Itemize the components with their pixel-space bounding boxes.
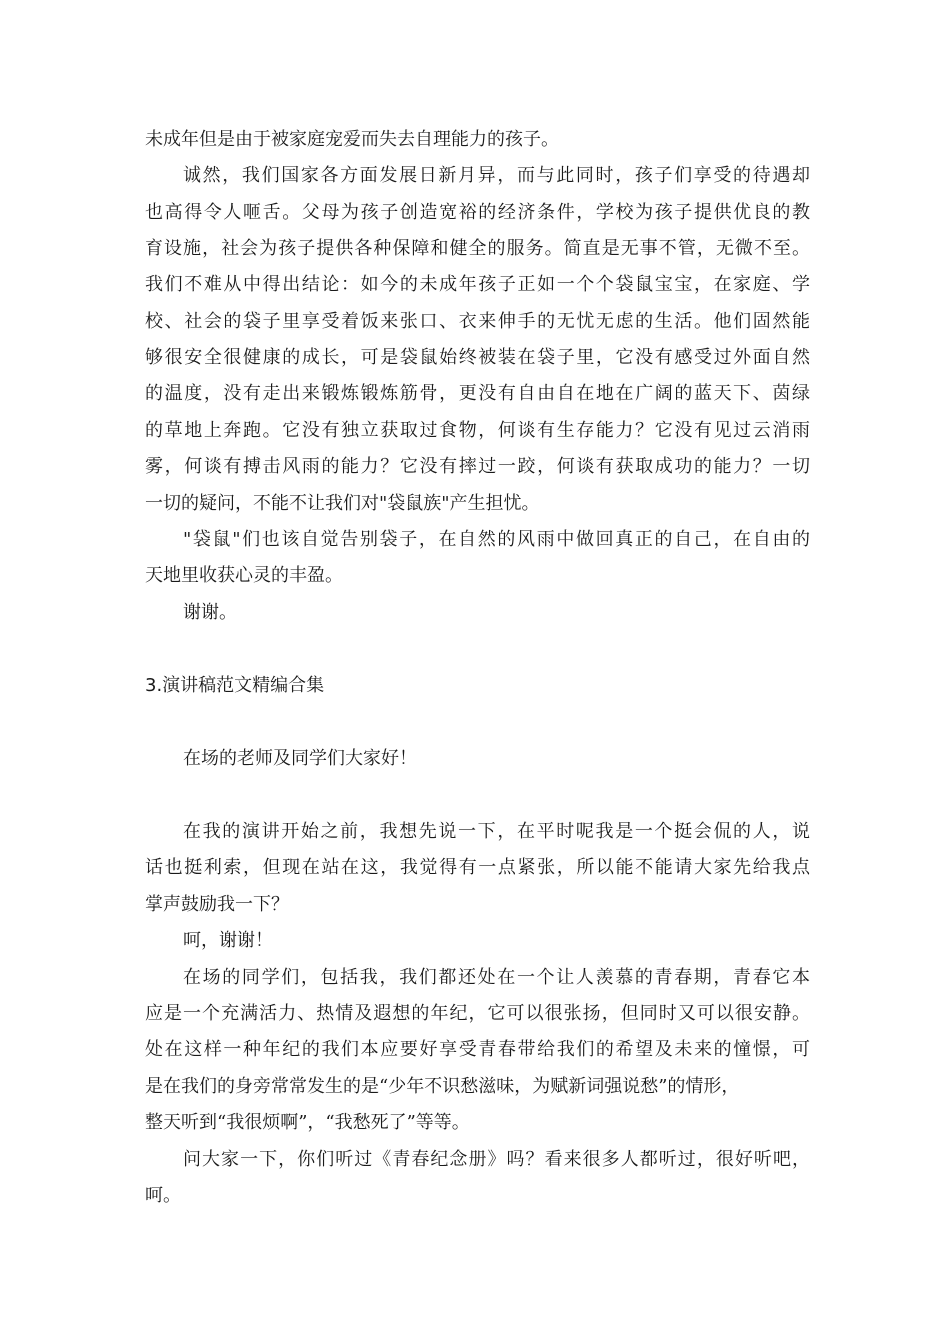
paragraph-line: 是在我们的身旁常常发生的是“少年不识愁滋味，为赋新词强说愁”的情形， — [145, 1076, 740, 1097]
paragraph-line: 我们不难从中得出结论：如今的未成年孩子正如一个个袋鼠宝宝，在家庭、学 — [145, 274, 810, 295]
paragraph-line: 应是一个充满活力、热情及遐想的年纪，它可以很张扬，但同时又可以很安静。 — [145, 1003, 810, 1024]
paragraph-line: 够很安全很健康的成长，可是袋鼠始终被装在袋子里，它没有感受过外面自然 — [145, 347, 810, 368]
paragraph-line: 校、社会的袋子里享受着饭来张口、衣来伸手的无忧无虑的生活。他们固然能 — [145, 311, 810, 332]
paragraph-line: 育设施，社会为孩子提供各种保障和健全的服务。简直是无事不管，无微不至。 — [145, 238, 810, 259]
paragraph-line: 的温度，没有走出来锻炼锻炼筋骨，更没有自由自在地在广阔的蓝天下、茵绿 — [145, 383, 810, 404]
paragraph-line: 在场的同学们，包括我，我们都还处在一个让人羡慕的青春期，青春它本 — [183, 967, 810, 988]
paragraph-line: 一切的疑问，不能不让我们对"袋鼠族"产生担忧。 — [145, 493, 540, 514]
paragraph-line: 呵。 — [145, 1185, 181, 1206]
paragraph-line: 问大家一下，你们听过《青春纪念册》吗？看来很多人都听过，很好听吧， — [183, 1149, 810, 1170]
paragraph-line: 也高得令人咂舌。父母为孩子创造宽裕的经济条件，学校为孩子提供优良的教 — [145, 202, 810, 223]
paragraph-line: 未成年但是由于被家庭宠爱而失去自理能力的孩子。 — [145, 129, 559, 150]
paragraph-line: 呵，谢谢！ — [183, 930, 273, 951]
paragraph-line: 在我的演讲开始之前，我想先说一下，在平时呢我是一个挺会侃的人，说 — [183, 821, 810, 842]
section-heading: 3.演讲稿范文精编合集 — [145, 675, 325, 696]
paragraph-line: 天地里收获心灵的丰盈。 — [145, 565, 343, 586]
paragraph-line: 的草地上奔跑。它没有独立获取过食物，何谈有生存能力？它没有见过云消雨 — [145, 420, 810, 441]
paragraph-line: 话也挺利索，但现在站在这，我觉得有一点紧张，所以能不能请大家先给我点 — [145, 857, 810, 878]
paragraph-line: 整天听到“我很烦啊”，“我愁死了”等等。 — [145, 1112, 470, 1133]
greeting-line: 在场的老师及同学们大家好！ — [183, 748, 417, 769]
paragraph-line: 诚然，我们国家各方面发展日新月异，而与此同时，孩子们享受的待遇却 — [183, 165, 810, 186]
paragraph-line: 处在这样一种年纪的我们本应要好享受青春带给我们的希望及未来的憧憬，可 — [145, 1039, 810, 1060]
paragraph-line: 雾，何谈有搏击风雨的能力？它没有摔过一跤，何谈有获取成功的能力？一切 — [145, 456, 810, 477]
paragraph-line: 掌声鼓励我一下？ — [145, 894, 289, 915]
paragraph-line: "袋鼠"们也该自觉告别袋子，在自然的风雨中做回真正的自己，在自由的 — [183, 529, 810, 550]
paragraph-line: 谢谢。 — [183, 602, 237, 623]
